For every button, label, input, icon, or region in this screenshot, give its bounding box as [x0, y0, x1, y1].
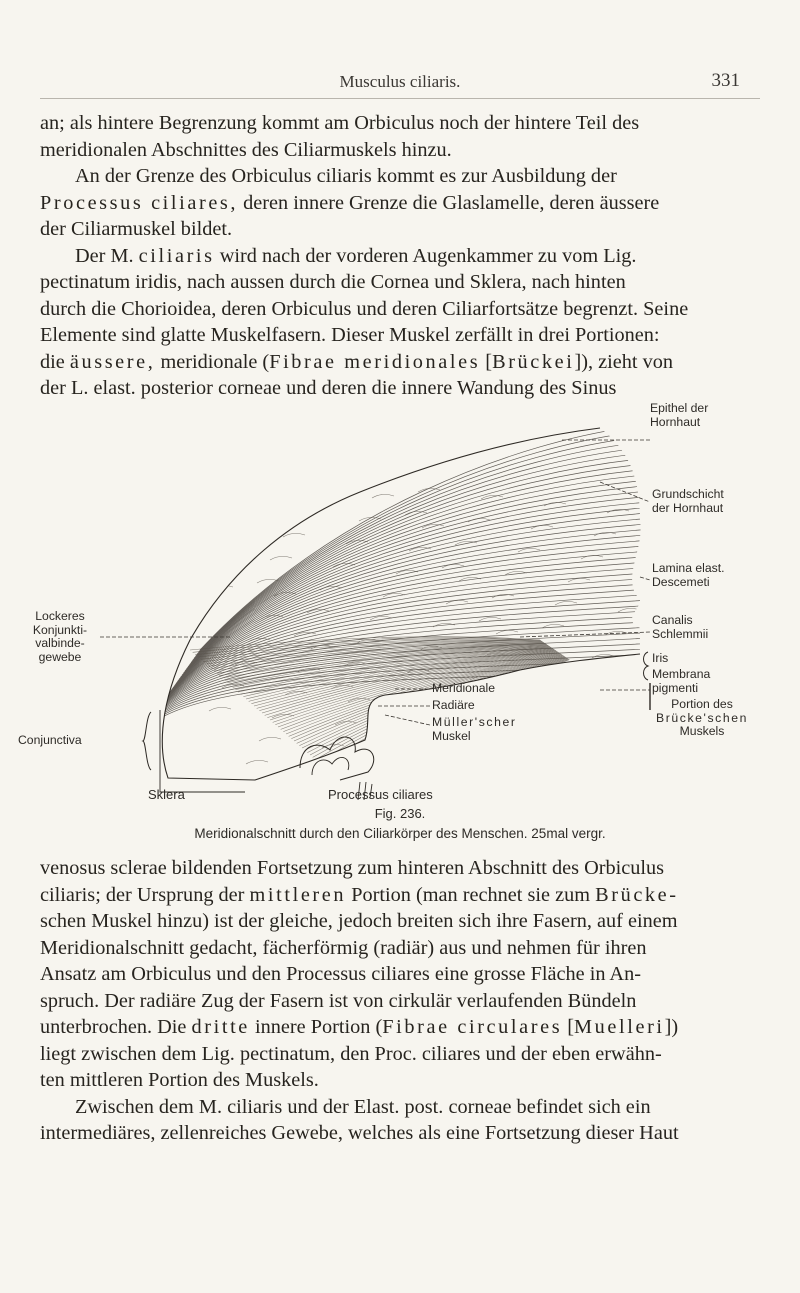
- label-epithel: Epithel der Hornhaut: [650, 401, 709, 429]
- header-rule: [40, 98, 760, 99]
- spaced-term: Fibrae meridionales: [269, 350, 481, 373]
- spaced-term: dritte: [191, 1016, 250, 1038]
- ciliary-body-illustration: [0, 400, 800, 820]
- label-membrana: Membrana pigmenti: [652, 667, 711, 695]
- text-line: der Ciliarmuskel bildet.: [40, 218, 233, 240]
- spaced-term: ciliaris: [138, 244, 215, 267]
- figure-caption: Meridionalschnitt durch den Ciliarkörper des Menschen. 25mal vergr.: [194, 826, 606, 841]
- text-line: spruch. Der radiäre Zug der Fasern ist von cirkulär verlaufenden Bündeln: [40, 989, 637, 1012]
- text-line: An der Grenze des Orbiculus ciliaris kommt es zur Ausbildung der: [75, 165, 617, 187]
- text-line: Ansatz am Orbiculus und den Processus ciliares eine grosse Fläche in An-: [40, 963, 641, 985]
- label-processus: Processus ciliares: [328, 787, 433, 802]
- text-line: der L. elast. posterior corneae und deren die innere Wandung des Sinus: [40, 377, 617, 399]
- label-meridionale: Meridionale: [432, 681, 496, 695]
- spaced-term: Brücke-: [595, 883, 679, 906]
- spaced-term: äussere,: [69, 350, 156, 373]
- text-line: intermediäres, zellenreiches Gewebe, welches als eine Fortsetzung dieser Haut: [40, 1122, 679, 1144]
- text-line: liegt zwischen dem Lig. pectinatum, den Proc. ciliares und der eben erwähn-: [40, 1042, 662, 1065]
- page-number: 331: [711, 70, 740, 91]
- label-conjunctiva: Conjunctiva: [18, 733, 82, 747]
- spaced-term: Processus ciliares,: [40, 191, 239, 214]
- label-portion-bruecke: Portion des Brücke'schen Muskels: [656, 697, 748, 738]
- text-line: durch die Chorioidea, deren Orbiculus und deren Ciliarfortsätze begrenzt. Seine: [40, 297, 689, 320]
- body-text-bottom: [40, 855, 760, 1147]
- text-line: ten mittleren Portion des Muskels.: [40, 1069, 319, 1091]
- label-canalis: Canalis Schlemmii: [652, 613, 709, 641]
- text-line: an; als hintere Begrenzung kommt am Orbiculus noch der hintere Teil des: [40, 112, 640, 134]
- text-line: meridionalen Abschnittes des Ciliarmuskels hinzu.: [40, 138, 452, 161]
- text-line: schen Muskel hinzu) ist der gleiche, jedoch breiten sich ihre Fasern, auf einem: [40, 910, 678, 932]
- figure-236: [0, 400, 800, 820]
- text-line: die äussere, meridionale (Fibrae meridionales [Brückei]), zieht von: [40, 350, 674, 373]
- text-line: unterbrochen. Die dritte innere Portion (Fibrae circulares [Muelleri]): [40, 1016, 679, 1038]
- text-line: ciliaris; der Ursprung der mittleren Portion (man rechnet sie zum Brücke-: [40, 883, 679, 906]
- body-text-top: [40, 110, 760, 402]
- text-line: Elemente sind glatte Muskelfasern. Dieser Muskel zerfällt in drei Portionen:: [40, 324, 660, 346]
- text-line: venosus sclerae bildenden Fortsetzung zum hinteren Abschnitt des Orbiculus: [40, 857, 665, 879]
- label-radiaere: Radiäre: [432, 698, 475, 712]
- label-sklera: Sklera: [148, 787, 185, 802]
- figure-number: Fig. 236.: [374, 806, 426, 821]
- text-line: Processus ciliares, deren innere Grenze die Glaslamelle, deren äussere: [40, 191, 660, 214]
- spaced-term: Brückei: [492, 350, 575, 373]
- text-line: pectinatum iridis, nach aussen durch die Cornea und Sklera, nach hinten: [40, 271, 626, 293]
- spaced-term: Muelleri: [574, 1016, 665, 1038]
- label-mueller: Müller'scher Muskel: [432, 715, 517, 743]
- text-line: Meridionalschnitt gedacht, fächerförmig (radiär) aus und nehmen für ihren: [40, 936, 647, 959]
- label-lockeres: Lockeres Konjunkti- valbinde- gewebe: [32, 609, 88, 664]
- page-header: [28, 50, 772, 90]
- spaced-term: Fibrae circulares: [382, 1016, 563, 1038]
- label-iris: Iris: [652, 651, 669, 665]
- text-line: Zwischen dem M. ciliaris und der Elast. post. corneae befindet sich ein: [75, 1095, 651, 1118]
- running-title: Musculus ciliaris.: [339, 72, 461, 91]
- text-line: Der M. ciliaris wird nach der vorderen Augenkammer zu vom Lig.: [75, 244, 637, 267]
- spaced-term: mittleren: [249, 883, 347, 906]
- label-lamina: Lamina elast. Descemeti: [652, 561, 725, 589]
- label-grundschicht: Grundschicht der Hornhaut: [652, 487, 724, 515]
